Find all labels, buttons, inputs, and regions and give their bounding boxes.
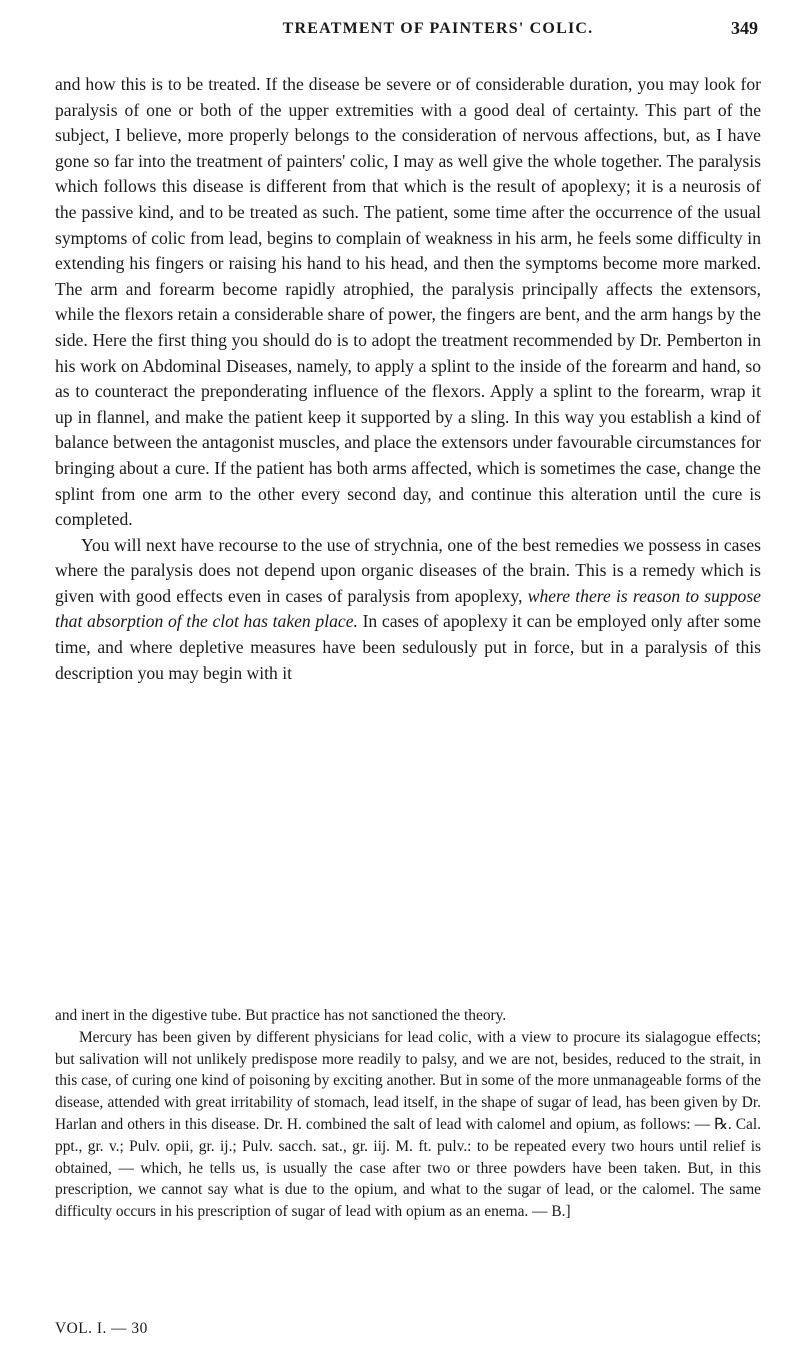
paragraph: and how this is to be treated. If the disease be severe or of considerable duration, you may look for paralysis of one or both of the upper extremities with a good deal of certainty. This part of the subject, I believe, more properly belongs to the consideration of nervous affections, but, as I have gone so far into the treatment of painters' colic, I may as well give the whole together. The paralysis which follows this disease is different from that which is the result of apoplexy; it is a neurosis of the passive kind, and to be treated as such. The patient, some time after the occurrence of the usual symptoms of colic from lead, begins to complain of weakness in his arm, he feels some difficulty in extending his fingers or raising his hand to his head, and then the symptoms become more marked. The arm and forearm become rapidly atrophied, the paralysis principally affects the extensors, while the flexors retain a considerable share of power, the fingers are bent, and the arm hangs by the side. Here the first thing you should do is to adopt the treatment recommended by Dr. Pemberton in his work on Abdominal Diseases, namely, to apply a splint to the inside of the forearm and hand, so as to counteract the preponderating influence of the flexors. Apply a splint to the forearm, wrap it up in flannel, and make the patient keep it supported by a sling. In this way you establish a kind of balance between the antagonist muscles, and place the extensors under favourable circumstances for bringing about a cure. If the patient has both arms affected, which is sometimes the case, change the splint from one arm to the other every second day, and continue this alteration until the cure is completed. xyxy=(55,74,761,530)
signature-mark: VOL. I. — 30 xyxy=(55,1320,148,1337)
main-text xyxy=(55,72,761,686)
footnote-paragraph: Mercury has been given by different physicians for lead colic, with a view to procure its sialagogue effects; but salivation will not unlikely predispose more readily to palsy, and we are not, besides, reduced to the strait, in this case, of curing one kind of poisoning by exciting another. But in some of the more unmanageable forms of the disease, attended with great irritability of stomach, lead itself, in the shape of sugar of lead, has been given by Dr. Harlan and others in this disease. Dr. H. combined the salt of lead with calomel and opium, as follows: — ℞. Cal. ppt., gr. v.; Pulv. opii, gr. ij.; Pulv. sacch. sat., gr. iij. M. ft. pulv.: to be repeated every two hours until relief is obtained, — which, he tells us, is usually the case after two or three powders have been taken. But, in this prescription, we cannot say what is due to the opium, and what to the sugar of lead, or the calomel. The same difficulty occurs in his prescription of sugar of lead with opium as an enema. — B.] xyxy=(55,1028,761,1221)
text-run: In cases of apoplexy it can be employed only after some time, and where depletive measures have been sedulously put in force, but in a paralysis of this description you may begin with it xyxy=(55,611,761,683)
footnote-paragraph: and inert in the digestive tube. But practice has not sanctioned the theory. xyxy=(55,1007,507,1024)
page-number: 349 xyxy=(731,18,758,38)
running-title: TREATMENT OF PAINTERS' COLIC. xyxy=(282,20,594,37)
paragraph xyxy=(55,533,761,687)
italic-text: where there is reason to suppose that absorption of the clot has taken place. xyxy=(55,585,761,632)
footnote xyxy=(55,1005,761,1223)
page-header xyxy=(118,16,758,46)
text-run: You will next have recourse to the use of strychnia, one of the best remedies we possess in cases where the paralysis does not depend upon organic diseases of the brain. This is a remedy which is given with good effects even in cases of paralysis from apoplexy, xyxy=(55,534,761,606)
